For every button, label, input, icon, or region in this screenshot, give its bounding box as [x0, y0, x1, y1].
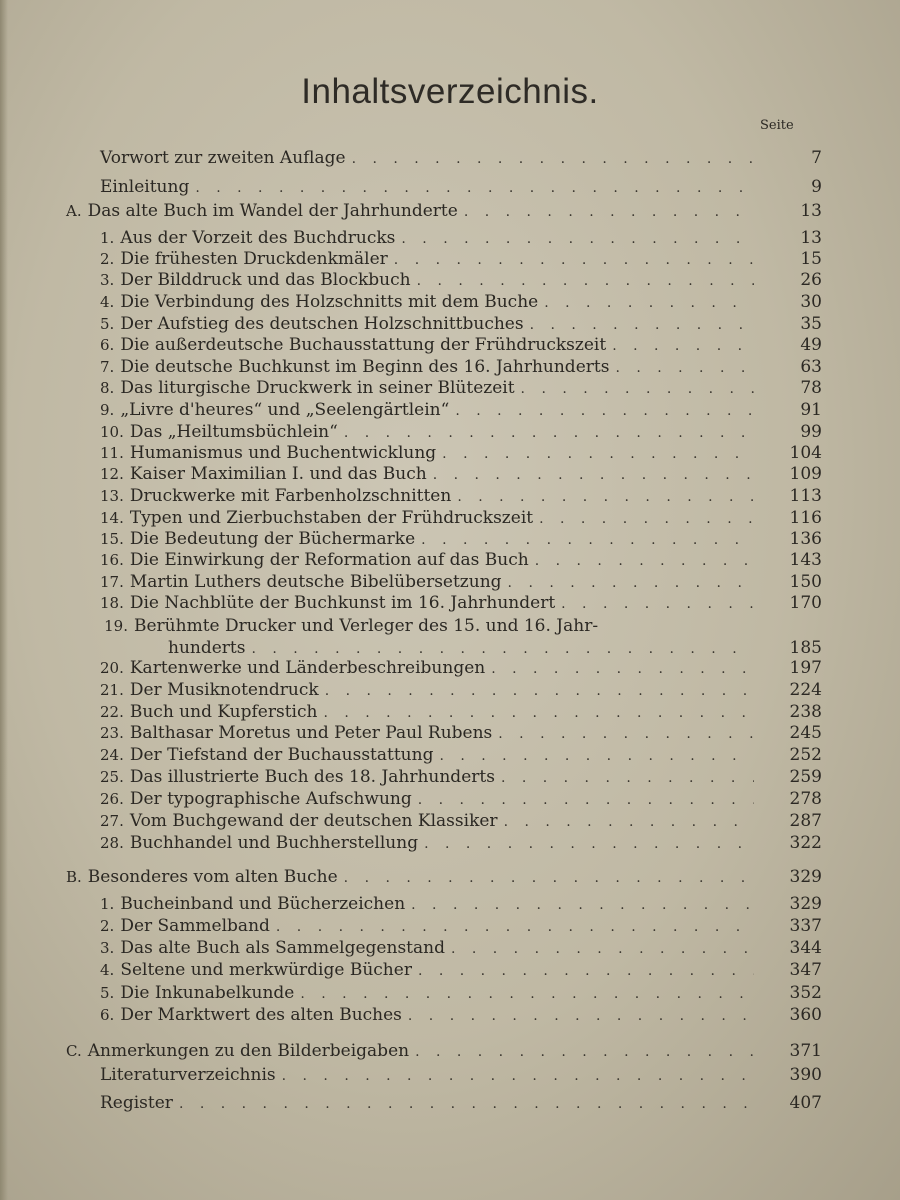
toc-entry	[66, 1040, 760, 1062]
toc-entry-number: A.	[66, 202, 82, 220]
toc-entry-number: 18.	[100, 594, 124, 612]
toc-entry-number: 12.	[100, 465, 124, 483]
toc-entry	[66, 200, 760, 222]
toc-entry-title: Typen und Zierbuchstaben der Frühdruckszeit	[129, 508, 534, 528]
toc-entry-number: 25.	[100, 768, 124, 786]
dot-leader	[539, 508, 754, 530]
toc-page-number: 371	[789, 1041, 822, 1061]
toc-entry-title: Literaturverzeichnis	[100, 1065, 276, 1085]
toc-entry-number: C.	[66, 1042, 82, 1060]
dot-leader	[411, 894, 754, 916]
toc-entry	[100, 549, 760, 571]
toc-entry-title: Vom Buchgewand der deutschen Klassiker	[129, 811, 498, 831]
toc-entry	[100, 832, 760, 854]
dot-leader	[344, 422, 754, 444]
toc-page-number: 185	[789, 638, 822, 658]
toc-page-number: 344	[789, 938, 822, 958]
toc-entry	[100, 313, 760, 335]
dot-leader	[282, 1065, 754, 1087]
toc-entry-number: 11.	[100, 444, 124, 462]
dot-leader	[508, 572, 754, 594]
toc-page-number: 13	[800, 201, 822, 221]
dot-leader	[451, 938, 754, 960]
toc-page-number: 329	[789, 894, 822, 914]
dot-leader	[276, 916, 754, 938]
toc-page-number: 224	[789, 680, 822, 700]
toc-entry-number: 13.	[100, 487, 124, 505]
toc-page-number: 26	[800, 270, 822, 290]
toc-entry-number: 5.	[100, 984, 115, 1002]
page-column-label: Seite	[760, 118, 794, 133]
toc-entry-title: Register	[100, 1093, 173, 1113]
toc-page-number: 352	[789, 983, 822, 1003]
toc-entry-number: 1.	[100, 229, 115, 247]
toc-entry-number: 4.	[100, 961, 115, 979]
toc-entry-number: 4.	[100, 293, 115, 311]
toc-entry-title: Der Sammelband	[120, 916, 270, 936]
toc-entry	[100, 147, 760, 169]
toc-page-number: 360	[789, 1005, 822, 1025]
toc-page-number: 35	[800, 314, 822, 334]
toc-entry-title: Buchhandel und Buchherstellung	[129, 833, 419, 853]
toc-page-number: 63	[800, 357, 822, 377]
toc-page-number: 104	[789, 443, 822, 463]
dot-leader	[179, 1093, 754, 1115]
toc-entry-title: Besonderes vom alten Buche	[87, 867, 338, 887]
dot-leader	[300, 983, 754, 1005]
toc-entry-number: 3.	[100, 939, 115, 957]
toc-entry	[100, 959, 760, 981]
toc-entry-title: Die außerdeutsche Buchausstattung der Frühdruckszeit	[120, 335, 607, 355]
toc-entry-number: 1.	[100, 895, 115, 913]
toc-entry-number: 20.	[100, 659, 124, 677]
dot-leader	[561, 593, 754, 615]
toc-page-number: 347	[789, 960, 822, 980]
toc-entry-title: Die deutsche Buchkunst im Beginn des 16. Jahrhunderts	[120, 357, 610, 377]
toc-entry-title: Anmerkungen zu den Bilderbeigaben	[87, 1041, 410, 1061]
toc-entry-number: 26.	[100, 790, 124, 808]
page-title: Inhaltsverzeichnis.	[301, 72, 599, 111]
dot-leader	[501, 767, 754, 789]
toc-entry-title: „Livre d'heures“ und „Seelengärtlein“	[120, 400, 450, 420]
toc-entry-title: Die Verbindung des Holzschnitts mit dem Buche	[120, 292, 539, 312]
dot-leader	[498, 723, 754, 745]
toc-entry	[100, 615, 760, 637]
toc-entry-title: Das alte Buch im Wandel der Jahrhunderte	[87, 201, 458, 221]
toc-entry-title: Kartenwerke und Länderbeschreibungen	[129, 658, 486, 678]
toc-entry	[100, 485, 760, 507]
toc-entry-number: 27.	[100, 812, 124, 830]
toc-entry-number: 3.	[100, 271, 115, 289]
toc-entry	[100, 356, 760, 378]
toc-entry-number: 22.	[100, 703, 124, 721]
toc-entry-title: Das illustrierte Buch des 18. Jahrhunderts	[129, 767, 495, 787]
dot-leader	[417, 270, 754, 292]
toc-page-number: 170	[789, 593, 822, 613]
toc-entry-title: Balthasar Moretus und Peter Paul Rubens	[129, 723, 493, 743]
toc-entry-title: Kaiser Maximilian I. und das Buch	[129, 464, 427, 484]
toc-entry	[100, 442, 760, 464]
toc-page-number: 238	[789, 702, 822, 722]
toc-entry-title: Die frühesten Druckdenkmäler	[120, 249, 388, 269]
toc-page-number: 91	[800, 400, 822, 420]
toc-entry	[100, 227, 760, 249]
toc-entry-number: 2.	[100, 917, 115, 935]
dot-leader	[418, 960, 754, 982]
toc-entry-title: Die Einwirkung der Reformation auf das Buch	[129, 550, 529, 570]
dot-leader	[491, 658, 754, 680]
toc-entry-number: 6.	[100, 336, 115, 354]
toc-entry	[100, 701, 760, 723]
toc-entry-title: Berühmte Drucker und Verleger des 15. und 16. Jahr-	[134, 616, 599, 636]
toc-entry	[100, 592, 760, 614]
toc-entry	[100, 334, 760, 356]
toc-page-number: 150	[789, 572, 822, 592]
toc-entry-number: 15.	[100, 530, 124, 548]
toc-entry	[100, 744, 760, 766]
dot-leader	[401, 228, 754, 250]
dot-leader	[433, 464, 754, 486]
toc-entry-title: Bucheinband und Bücherzeichen	[120, 894, 406, 914]
toc-entry-title: Der Tiefstand der Buchausstattung	[129, 745, 434, 765]
toc-entry-number: 5.	[100, 315, 115, 333]
toc-page-number: 30	[800, 292, 822, 312]
dot-leader	[323, 702, 754, 724]
toc-entry	[168, 637, 760, 659]
toc-page-number: 15	[800, 249, 822, 269]
toc-entry-number: 2.	[100, 250, 115, 268]
toc-page-number: 329	[789, 867, 822, 887]
toc-entry-number: 14.	[100, 509, 124, 527]
toc-page-number: 143	[789, 550, 822, 570]
toc-entry-number: 10.	[100, 423, 124, 441]
toc-entry-title: Das alte Buch als Sammelgegenstand	[120, 938, 445, 958]
dot-leader	[464, 201, 754, 223]
toc-page-number: 49	[800, 335, 822, 355]
toc-entry	[100, 507, 760, 529]
toc-page-number: 322	[789, 833, 822, 853]
toc-page-number: 245	[789, 723, 822, 743]
toc-entry-number: 24.	[100, 746, 124, 764]
toc-entry-number: 19.	[104, 617, 128, 635]
toc-entry	[100, 679, 760, 701]
toc-entry	[100, 722, 760, 744]
toc-entry-title: Das „Heiltumsbüchlein“	[129, 422, 338, 442]
toc-entry	[100, 269, 760, 291]
toc-page-number: 116	[789, 508, 822, 528]
dot-leader	[325, 680, 754, 702]
toc-entry	[100, 421, 760, 443]
toc-page-number: 109	[789, 464, 822, 484]
toc-entry-title: hunderts	[168, 638, 246, 658]
toc-entry-number: 28.	[100, 834, 124, 852]
toc-entry-number: 17.	[100, 573, 124, 591]
dot-leader	[504, 811, 754, 833]
toc-entry	[100, 399, 760, 421]
toc-entry	[100, 657, 760, 679]
toc-entry-title: Das liturgische Druckwerk in seiner Blütezeit	[120, 378, 515, 398]
toc-entry-number: B.	[66, 868, 82, 886]
toc-entry-number: 21.	[100, 681, 124, 699]
toc-entry	[100, 176, 760, 198]
toc-page-number: 7	[811, 148, 822, 168]
toc-page-number: 259	[789, 767, 822, 787]
toc-entry-title: Die Bedeutung der Büchermarke	[129, 529, 416, 549]
toc-entry	[100, 528, 760, 550]
toc-entry	[100, 893, 760, 915]
toc-entry-number: 6.	[100, 1006, 115, 1024]
dot-leader	[442, 443, 754, 465]
dot-leader	[455, 400, 754, 422]
toc-entry-title: Seltene und merkwürdige Bücher	[120, 960, 412, 980]
toc-entry	[100, 937, 760, 959]
toc-entry	[100, 982, 760, 1004]
toc-page-number: 337	[789, 916, 822, 936]
dot-leader	[535, 550, 754, 572]
dot-leader	[521, 378, 754, 400]
toc-page-number: 113	[789, 486, 822, 506]
dot-leader	[421, 529, 754, 551]
dot-leader	[530, 314, 754, 336]
toc-entry-number: 9.	[100, 401, 115, 419]
toc-entry-number: 7.	[100, 358, 115, 376]
toc-entry-title: Buch und Kupferstich	[129, 702, 318, 722]
toc-entry-title: Humanismus und Buchentwicklung	[129, 443, 437, 463]
toc-page-number: 407	[789, 1093, 822, 1113]
dot-leader	[544, 292, 754, 314]
toc-entry	[100, 291, 760, 313]
toc-entry-title: Der Marktwert des alten Buches	[120, 1005, 402, 1025]
dot-leader	[408, 1005, 754, 1027]
toc-entry-title: Vorwort zur zweiten Auflage	[100, 148, 346, 168]
toc-page-number: 9	[811, 177, 822, 197]
dot-leader	[344, 867, 754, 889]
toc-page-number: 390	[789, 1065, 822, 1085]
toc-entry	[100, 571, 760, 593]
toc-entry-number: 8.	[100, 379, 115, 397]
dot-leader	[394, 249, 754, 271]
toc-entry	[66, 866, 760, 888]
toc-entry	[100, 1064, 760, 1086]
toc-entry-title: Der typographische Aufschwung	[129, 789, 412, 809]
toc-entry-title: Aus der Vorzeit des Buchdrucks	[120, 228, 396, 248]
toc-entry	[100, 248, 760, 270]
toc-entry-title: Der Musiknotendruck	[129, 680, 319, 700]
toc-page-number: 136	[789, 529, 822, 549]
toc-entry-title: Einleitung	[100, 177, 190, 197]
dot-leader	[615, 357, 754, 379]
toc-entry	[100, 810, 760, 832]
dot-leader	[457, 486, 754, 508]
dot-leader	[424, 833, 754, 855]
dot-leader	[352, 148, 754, 170]
dot-leader	[418, 789, 754, 811]
toc-entry-number: 16.	[100, 551, 124, 569]
toc-page-number: 78	[800, 378, 822, 398]
toc-page-number: 287	[789, 811, 822, 831]
toc-page-number: 99	[800, 422, 822, 442]
toc-entry	[100, 788, 760, 810]
toc-entry-title: Die Inkunabelkunde	[120, 983, 295, 1003]
dot-leader	[195, 177, 754, 199]
toc-entry-title: Druckwerke mit Farbenholzschnitten	[129, 486, 452, 506]
toc-page-number: 13	[800, 228, 822, 248]
toc-entry	[100, 377, 760, 399]
toc-entry-title: Die Nachblüte der Buchkunst im 16. Jahrhundert	[129, 593, 556, 613]
toc-page-number: 197	[789, 658, 822, 678]
toc-page-number: 278	[789, 789, 822, 809]
toc-entry-title: Martin Luthers deutsche Bibelübersetzung	[129, 572, 502, 592]
dot-leader	[439, 745, 754, 767]
toc-entry	[100, 463, 760, 485]
toc-entry	[100, 1092, 760, 1114]
toc-entry	[100, 915, 760, 937]
dot-leader	[415, 1041, 754, 1063]
toc-entry	[100, 766, 760, 788]
toc-entry-title: Der Bilddruck und das Blockbuch	[120, 270, 411, 290]
dot-leader	[612, 335, 754, 357]
toc-entry-number: 23.	[100, 724, 124, 742]
toc-entry-title: Der Aufstieg des deutschen Holzschnittbuches	[120, 314, 524, 334]
toc-entry	[100, 1004, 760, 1026]
toc-page-number: 252	[789, 745, 822, 765]
